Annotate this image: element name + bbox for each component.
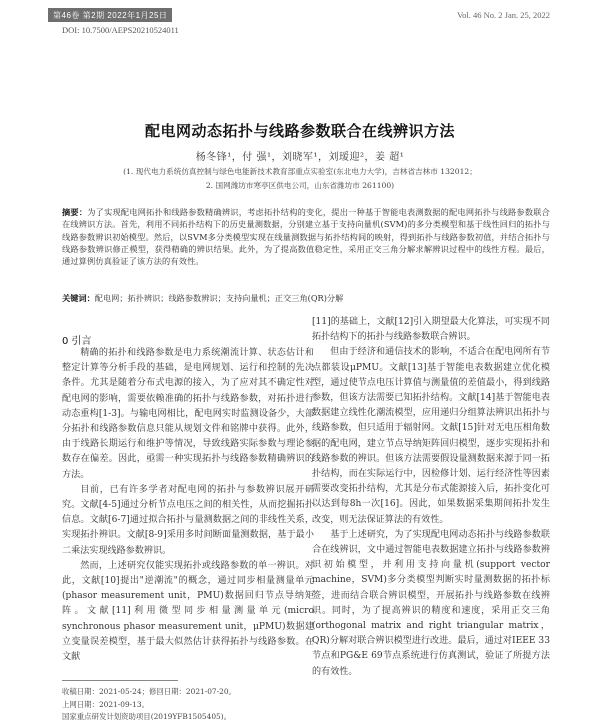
author-list: 杨冬锋¹，付 强¹，刘晓军¹，刘瑷迎²，姜 超¹ bbox=[195, 152, 405, 163]
paper-title: 配电网动态拓扑与线路参数联合在线辨识方法 bbox=[144, 122, 455, 140]
keywords-label: 关键词： bbox=[62, 293, 95, 303]
journal-volume-header: Vol. 46 No. 2 Jan. 25, 2022 bbox=[457, 10, 550, 20]
footnote-divider bbox=[62, 680, 178, 681]
keywords-text: 配电网；拓扑辨识；线路参数辨识；支持向量机；正交三角(QR)分解 bbox=[94, 293, 344, 303]
affiliation-1: (1. 现代电力系统仿真控制与绿色电能新技术教育部重点实验室(东北电力大学)，吉林省吉林市 132012； bbox=[123, 167, 477, 176]
footnotes bbox=[62, 686, 312, 724]
footnote-online-date: 上网日期：2021-09-13。 bbox=[62, 699, 149, 709]
affiliation-2: 2. 国网潍坊市寒亭区供电公司，山东省潍坊市 261100) bbox=[205, 181, 395, 190]
paragraph: 目前，已有许多学者对配电网的拓扑与参数辨识展开研究。文献[4-5]通过分析节点电压之间的相关性，从而挖掘拓扑信息。文献[6-7]通过拟合拓扑与量测数据之间的非线性关系，实现拓扑辨识。文献[8-9]采用多时间断面量测数据，基于最小二乘法实现线路参数辨识。 bbox=[62, 484, 314, 556]
keywords bbox=[62, 292, 550, 304]
paragraph: 精确的拓扑和线路参数是电力系统潮流计算、状态估计和整定计算等分析手段的基础，是电网规划、运行和控制的先决条件。尤其是随着分布式电源的接入，为了应对其不确定性对配电网的影响，需要依赖准确的拓扑与线路参数，对拓扑进行动态重构[1-3]。与输电网相比，配电网实时监测设备少，大部分拓扑和线路参数信息只能从规划文件和铭牌中获得。此外，由于线路长期运行和维护等情况，导致线路实际参数与理论参数存在偏差。因此，亟需一种实现拓扑与线路参数精确辨识的方法。 bbox=[62, 348, 314, 480]
abstract-label: 摘要： bbox=[62, 207, 88, 217]
abstract bbox=[62, 206, 550, 267]
footnote-received-date: 收稿日期：2021-05-24；修回日期：2021-07-20。 bbox=[62, 687, 236, 696]
journal-issue-header: 第46卷 第2期 2022年1月25日 bbox=[48, 8, 172, 22]
section-heading-introduction: 0 引言 bbox=[62, 336, 92, 347]
paragraph: 但由于经济和通信技术的影响，不适合在配电网所有节点都装设μPMU。文献[13]基于智能电表数据建立优化模型，通过使节点电压计算值与测量值的差值最小，得到线路参数，但该方法需要已知拓扑结构。文献[14]基于智能电表数据建立线性化潮流模型，应用递归分组算法辨识出拓扑与线路参数，但只适用于辐射网。文献[15]针对无电压相角数据的配电网，建立节点导纳矩阵回归模型，逐步实现拓扑和线路参数的辨识。但该方法需要假设量测数据来源于同一拓扑结构，而在实际运行中，因检修计划、运行经济性等因素需要改变拓扑结构，尤其是分布式能源接入后，拓扑变化可以达到每8h一次[16]。因此，如果数据采集期间拓扑发生改变，则无法保证算法的有效性。 bbox=[312, 347, 550, 525]
right-text-column bbox=[312, 315, 550, 680]
left-text-column bbox=[62, 346, 314, 665]
footnote-funding: 国家重点研发计划资助项目(2019YFB1505405)。 bbox=[62, 712, 232, 721]
abstract-text: 为了实现配电网拓扑和线路参数精确辨识，考虑拓扑结构的变化，提出一种基于智能电表测数据的配电网拓扑与线路参数联合在线辨识方法。首先，利用不同拓扑结构下的历史量测数据，分别建立基于支持向量机(SVM)的多分类模型和基于线性回归的拓扑与线路参数辨识初始模型。然后，以SVM多分类模型实现在线量测数据与拓扑结构间的映射，得到拓扑与线路参数初值，并结合拓扑与线路参数辨识修正模型，获得精确的辨识结果。此外，为了提高数值稳定性，采用正交三角分解求解辨识过程中的线性方程。最后，通过算例仿真验证了该方法的有效性。 bbox=[62, 207, 550, 267]
paragraph: 然而，上述研究仅能实现拓扑或线路参数的单一辨识。对此，文献[10]提出"逆潮流"的概念，通过同步相量测量单元(phasor measurement unit，PMU)数据回归节点导纳矩阵。文献[11]利用微型同步相量测量单元(micro synchronous phasor measurement unit，μPMU)数据建立变量误差模型，基于最大似然估计获得拓扑与线路参数。在文献 bbox=[62, 560, 314, 663]
paragraph: 基于上述研究，为了实现配电网动态拓扑与线路参数联合在线辨识，文中通过智能电表数据建立拓扑与线路参数辨识初始模型，并利用支持向量机(support vector machine，SVM)多分类模型判断实时量测数据的拓扑标签，进而结合联合辨识模型，开展拓扑与线路参数在线辨识。同时，为了提高辨识的精度和速度，采用正交三角(orthogonal matrix and right triangular matrix，QR)分解对联合辨识模型进行改进。最后，通过对IEEE 33节点和PG&E 69节点系统进行仿真测试，验证了所提方法的有效性。 bbox=[312, 529, 550, 677]
doi[interactable]: DOI: 10.7500/AEPS20210524011 bbox=[62, 25, 179, 35]
paragraph: [11]的基础上，文献[12]引入期望最大化算法，可实现不同拓扑结构下的拓扑与线路参数联合辨识。 bbox=[312, 317, 550, 343]
